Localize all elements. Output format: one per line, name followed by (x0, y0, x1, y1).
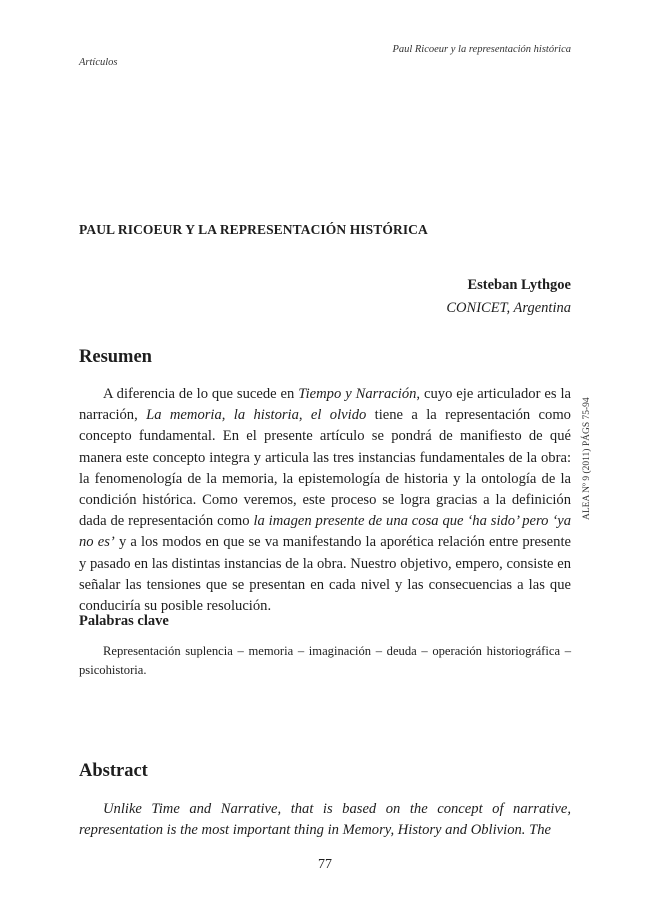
abstract-paragraph (79, 799, 571, 841)
keywords-heading: Palabras clave (79, 613, 169, 629)
resumen-heading: Resumen (79, 347, 152, 367)
resumen-paragraph (79, 384, 571, 617)
resumen-text-1: A diferencia de lo que sucede en (103, 386, 299, 402)
article-title: PAUL RICOEUR Y LA REPRESENTACIÓN HISTÓRICA (79, 222, 428, 237)
abstract-heading: Abstract (79, 761, 148, 781)
resumen-text-2: , cuyo eje articulador es la narración, (79, 386, 572, 424)
page-number: 77 (318, 857, 332, 872)
resumen-italic-1: Tiempo y Narración (298, 386, 417, 402)
author-affiliation: CONICET, Argentina (446, 300, 571, 316)
running-head: Paul Ricoeur y la representación histórica (392, 44, 571, 55)
abstract-text: Unlike Time and Narrative, that is based on the concept of narrative, representation is the most important thing in Memory, History and Oblivion. The (79, 801, 571, 839)
resumen-italic-2: La memoria, la historia, el olvido (146, 407, 367, 424)
resumen-text-3: tiene a la representación como concepto fundamental. En el presente artículo se pondrá de manifiesto de qué manera este concepto integra y articula las tres instancias fundamentales de la obra: la fenomenología de la memoria, la epistemología de historia y la ontología de la condición histórica. Como veremos, este proceso se logra gracias a la definición dada de representación como (79, 407, 571, 530)
keywords-paragraph (79, 642, 571, 680)
journal-side-note: ALEA Nº 9 (2011) PÁGS 75-94 (582, 397, 592, 520)
resumen-text-4: y a los modos en que se va manifestando la aporética relación entre presente y pasado en las distintas instancias de la obra. Nuestro objetivo, empero, consiste en señalar las tensiones que se presentan en cada nivel y las consecuencias a las que conduciría su posible resolución. (79, 534, 571, 615)
section-label: Artículos (79, 57, 118, 68)
resumen-italic-3: la imagen presente de una cosa que ‘ha sido’ pero ‘ya no es’ (79, 513, 571, 551)
author-name: Esteban Lythgoe (467, 277, 571, 293)
keywords-text: Representación suplencia – memoria – imaginación – deuda – operación historiográfica – psicohistoria. (79, 644, 571, 677)
